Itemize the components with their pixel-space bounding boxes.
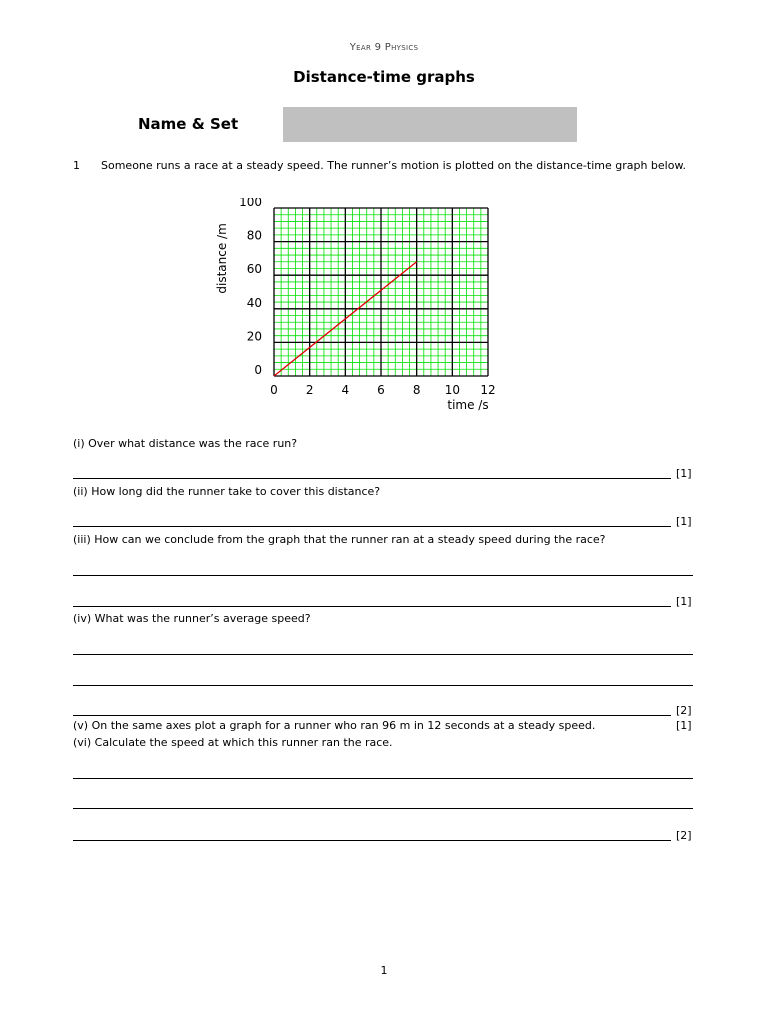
answer-line[interactable] xyxy=(73,654,693,655)
question-part-iii: (iii) How can we conclude from the graph that the runner ran at a steady speed during the race? xyxy=(73,533,606,546)
marks-badge: [2] xyxy=(676,829,692,842)
name-set-label: Name & Set xyxy=(138,115,239,133)
y-tick-label: 20 xyxy=(246,329,262,344)
x-tick-label: 4 xyxy=(341,383,350,397)
x-tick-label: 2 xyxy=(305,383,314,397)
answer-line[interactable] xyxy=(73,606,671,607)
x-tick-label: 6 xyxy=(377,383,385,397)
y-tick-label: 80 xyxy=(246,228,262,243)
y-tick-label: 100 xyxy=(239,198,262,209)
question-part-v: (v) On the same axes plot a graph for a runner who ran 96 m in 12 seconds at a steady speed. xyxy=(73,719,596,732)
question-part-i: (i) Over what distance was the race run? xyxy=(73,437,298,450)
x-tick-label: 12 xyxy=(480,383,496,397)
y-tick-label: 60 xyxy=(246,262,262,277)
question-intro: Someone runs a race at a steady speed. The runner’s motion is plotted on the distance-time graph below. xyxy=(101,159,686,172)
answer-line[interactable] xyxy=(73,575,693,576)
marks-badge: [1] xyxy=(676,719,692,732)
answer-line[interactable] xyxy=(73,526,671,527)
y-tick-label: 0 xyxy=(254,363,262,377)
x-tick-label: 0 xyxy=(270,383,278,397)
answer-line[interactable] xyxy=(73,840,671,841)
page-title: Distance-time graphs xyxy=(293,68,475,86)
answer-line[interactable] xyxy=(73,685,693,686)
distance-time-graph xyxy=(212,198,502,418)
page-header: Year 9 Physics xyxy=(349,42,419,53)
x-tick-label: 8 xyxy=(412,383,421,397)
answer-line[interactable] xyxy=(73,808,693,809)
y-axis-label: distance /m xyxy=(215,223,229,294)
marks-badge: [1] xyxy=(676,595,692,608)
x-axis-label: time /s xyxy=(447,398,489,412)
x-tick-label: 10 xyxy=(444,383,460,397)
y-tick-label: 40 xyxy=(246,295,262,310)
name-set-field[interactable] xyxy=(283,107,577,142)
question-part-ii: (ii) How long did the runner take to cover this distance? xyxy=(73,485,381,498)
question-part-vi: (vi) Calculate the speed at which this runner ran the race. xyxy=(73,736,393,749)
marks-badge: [1] xyxy=(676,467,692,480)
marks-badge: [2] xyxy=(676,704,692,717)
marks-badge: [1] xyxy=(676,515,692,528)
answer-line[interactable] xyxy=(73,778,693,779)
question-number: 1 xyxy=(73,159,80,172)
answer-line[interactable] xyxy=(73,478,671,479)
answer-line[interactable] xyxy=(73,715,671,716)
page-number: 1 xyxy=(380,964,388,977)
question-part-iv: (iv) What was the runner’s average speed? xyxy=(73,612,311,625)
